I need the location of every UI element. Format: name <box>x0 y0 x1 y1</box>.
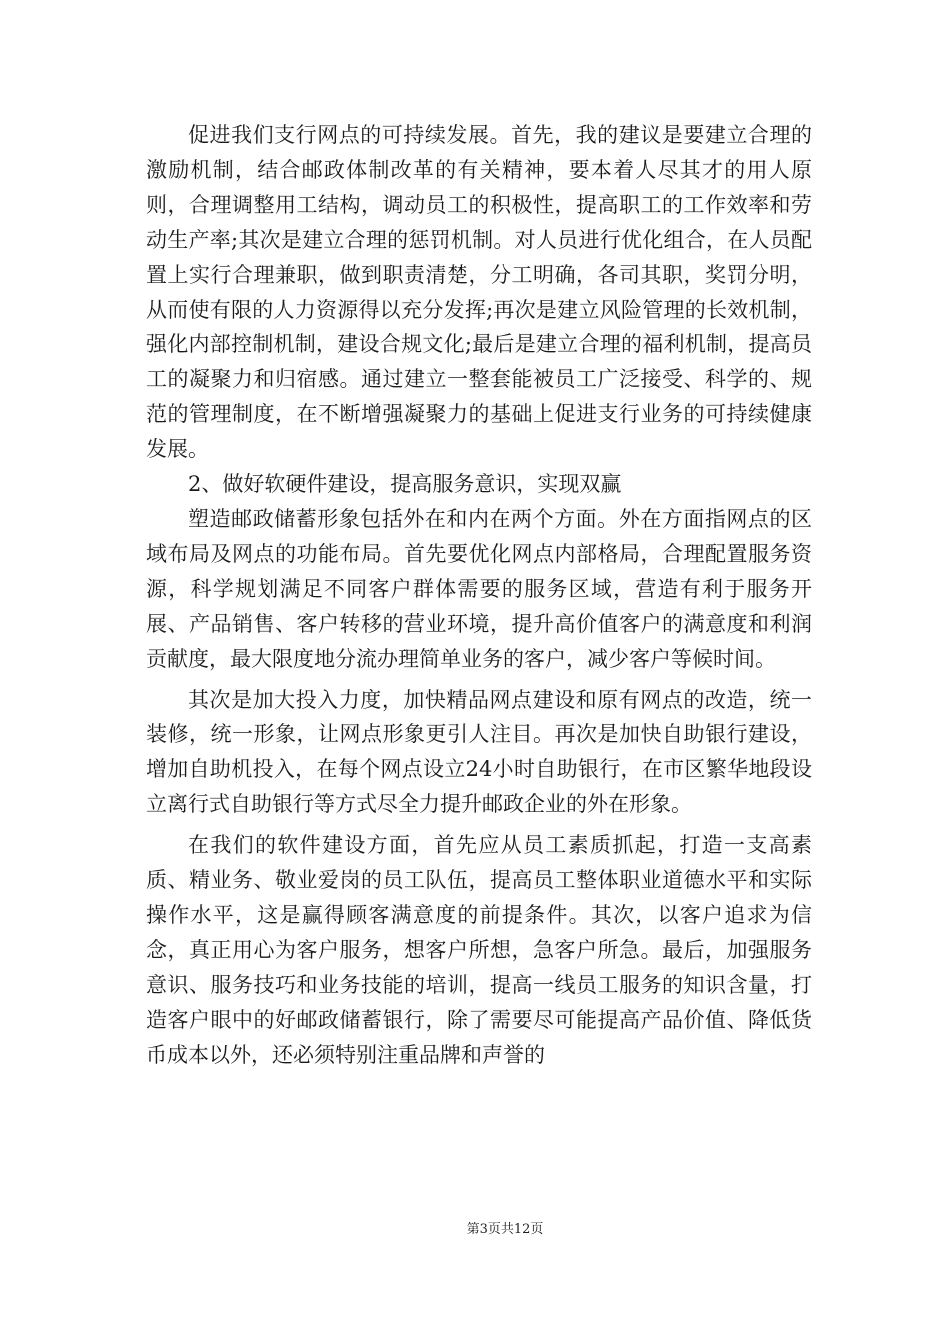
document-body <box>146 118 812 1072</box>
section-heading: 2、做好软硬件建设，提高服务意识，实现双赢 <box>188 472 622 497</box>
paragraph-image-building: 塑造邮政储蓄形象包括外在和内在两个方面。外在方面指网点的区域布局及网点的功能布局。首先要优化网点内部格局，合理配置服务资源，科学规划满足不同客户群体需要的服务区域，营造有利于服务开展、产品销售、客户转移的营业环境，提升高价值客户的满意度和利润贡献度，最大限度地分流办理简单业务的客户，减少客户等候时间。 <box>146 506 812 671</box>
paragraph-software-construction: 在我们的软件建设方面，首先应从员工素质抓起，打造一支高素质、精业务、敬业爱岗的员工队伍，提高员工整体职业道德水平和实际操作水平，这是赢得顾客满意度的前提条件。其次，以客户追求为信念，真正用心为客户服务，想客户所想，急客户所急。最后，加强服务意识、服务技巧和业务技能的培训，提高一线员工服务的知识含量，打造客户眼中的好邮政储蓄银行，除了需要尽可能提高产品价值、降低货币成本以外，还必须特别注重品牌和声誉的 <box>146 833 812 1067</box>
paragraph-investment: 其次是加大投入力度，加快精品网点建设和原有网点的改造，统一装修，统一形象，让网点形象更引人注目。再次是加快自助银行建设，增加自助机投入，在每个网点设立24小时自助银行，在市区繁华地段设立离行式自助银行等方式尽全力提升邮政企业的外在形象。 <box>146 687 812 817</box>
paragraph-incentive-mechanism: 促进我们支行网点的可持续发展。首先，我的建议是要建立合理的激励机制，结合邮政体制改革的有关精神，要本着人尽其才的用人原则，合理调整用工结构，调动员工的积极性，提高职工的工作效率和劳动生产率;其次是建立合理的惩罚机制。对人员进行优化组合，在人员配置上实行合理兼职，做到职责清楚，分工明确，各司其职，奖罚分明，从而使有限的人力资源得以充分发挥;再次是建立风险管理的长效机制，强化内部控制机制，建设合规文化;最后是建立合理的福利机制，提高员工的凝聚力和归宿感。通过建立一整套能被员工广泛接受、科学的、规范的管理制度，在不断增强凝聚力的基础上促进支行业务的可持续健康发展。 <box>146 123 812 462</box>
page-footer <box>0 1218 950 1237</box>
page-number: 第3页共12页 <box>466 1222 544 1237</box>
